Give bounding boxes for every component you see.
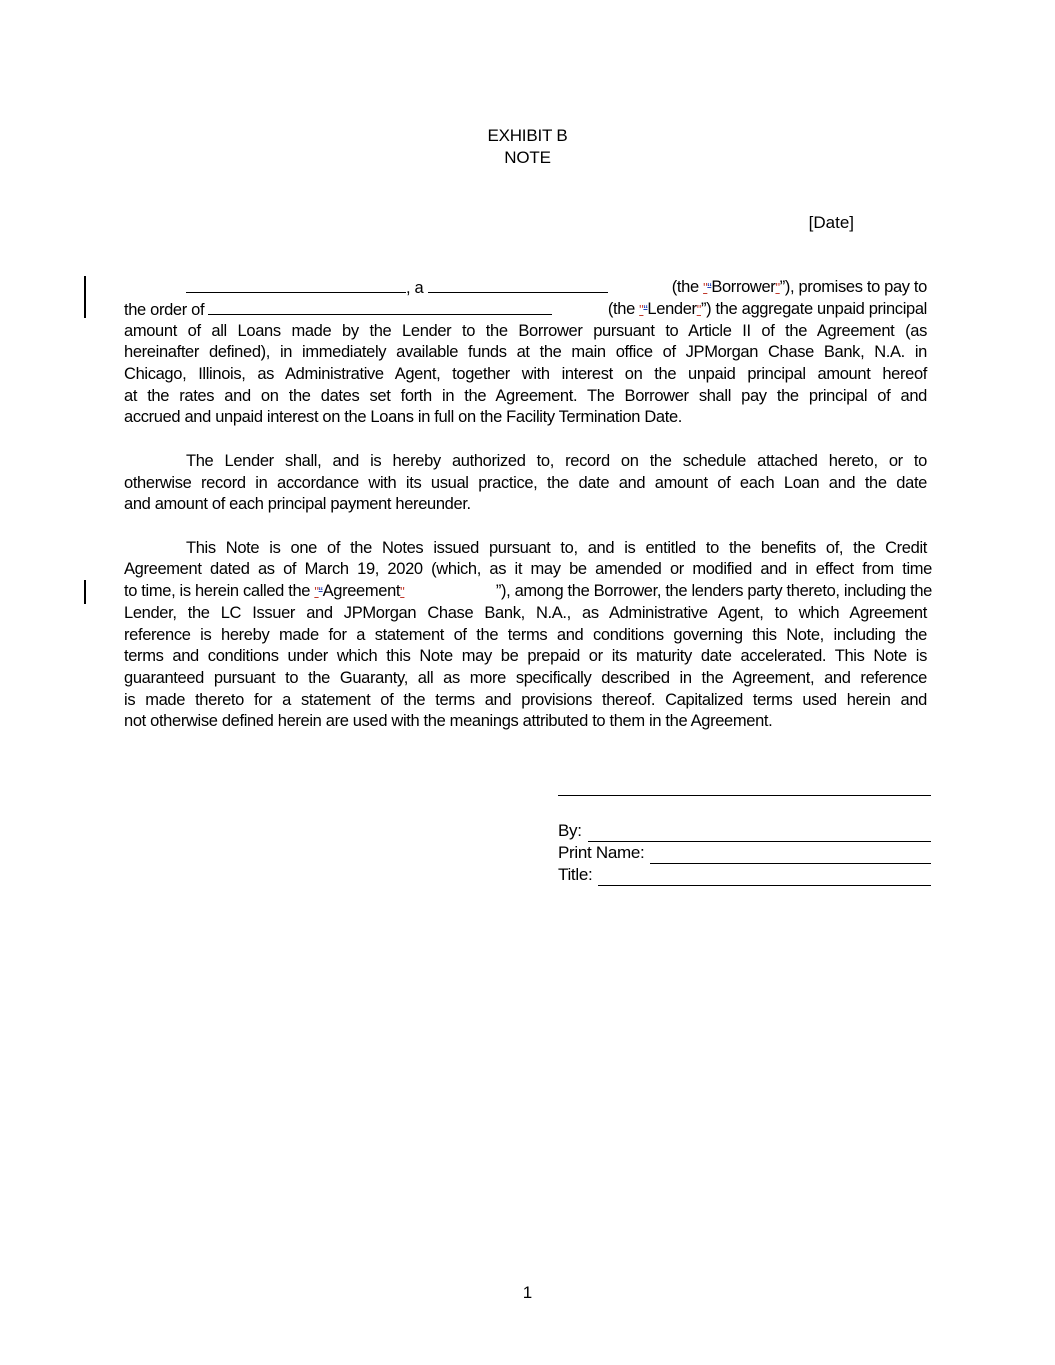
signature-title-row — [558, 864, 931, 886]
paragraph-1-line-7: accrued and unpaid interest on the Loans in full on the Facility Termination Date. — [124, 408, 683, 426]
lender-name-blank — [208, 299, 552, 315]
defined-term-borrower: Borrower — [711, 278, 776, 296]
date-placeholder: [Date] — [808, 213, 854, 232]
by-blank — [588, 824, 931, 842]
paragraph-3-line-1: This Note is one of the Notes issued pursuant to, and is entitled to the benefits of, the Credit — [186, 539, 927, 557]
paragraph-1-line-4: hereinafter defined), in immediately available funds at the main office of JPMorgan Chase Bank, N.A. in — [124, 343, 927, 361]
paragraph-1-line-6: at the rates and on the dates set forth in the Agreement. The Borrower shall pay the principal of and — [124, 387, 927, 405]
signature-print-name-row — [558, 842, 931, 864]
revision-change-bar — [84, 580, 86, 604]
paragraph-3-line-2: Agreement dated as of March 19, 2020 (which, as it may be amended or modified and in effect from time — [124, 560, 932, 578]
signature-by-row — [558, 820, 931, 842]
borrower-entity-blank — [428, 277, 608, 293]
paragraph-3-line-9: not otherwise defined herein are used with the meanings attributed to them in the Agreement. — [124, 712, 773, 730]
defined-term-lender: Lender — [647, 300, 697, 318]
paragraph-2-line-3: and amount of each principal payment hereunder. — [124, 495, 471, 513]
paragraph-2-line-2: otherwise record in accordance with its usual practice, the date and amount of each Loan and the date — [124, 474, 927, 492]
note-title: NOTE — [504, 148, 551, 167]
print-name-label: Print Name: — [558, 843, 645, 862]
paragraph-3-line-7: guaranteed pursuant to the Guaranty, all as more specifically described in the Agreement, and reference — [124, 669, 927, 687]
paragraph-2-line-1: The Lender shall, and is hereby authorized to, record on the schedule attached hereto, or to — [186, 452, 927, 470]
paragraph-1-line-5: Chicago, Illinois, as Administrative Agent, together with interest on the unpaid principal amount hereof — [124, 365, 927, 383]
revision-change-bar — [84, 276, 86, 318]
print-name-blank — [650, 846, 931, 864]
exhibit-title: EXHIBIT B — [487, 126, 568, 145]
page-number: 1 — [522, 1283, 533, 1302]
paragraph-3-line-6: terms and conditions under which this Note may be prepaid or its maturity date accelerated. This Note is — [124, 647, 927, 665]
borrower-name-blank — [186, 277, 406, 293]
paragraph-3-line-5: reference is hereby made for a statement of the terms and conditions governing this Note, including the — [124, 626, 927, 644]
paragraph-3-line-8: is made thereto for a statement of the terms and provisions thereof. Capitalized terms used herein and — [124, 691, 927, 709]
title-blank — [598, 868, 931, 886]
title-label: Title: — [558, 865, 593, 884]
signature-line — [558, 795, 931, 796]
paragraph-3-line-3: to time, is herein called the "“Agreement" ”), among the Borrower, the lenders party thereto, including the — [124, 582, 932, 600]
paragraph-3-line-4: Lender, the LC Issuer and JPMorgan Chase Bank, N.A., as Administrative Agent, to which Agreement — [124, 604, 927, 622]
paragraph-1-line-3: amount of all Loans made by the Lender to the Borrower pursuant to Article II of the Agreement (as — [124, 322, 927, 340]
defined-term-agreement: Agreement — [322, 582, 401, 600]
by-label: By: — [558, 821, 582, 840]
paragraph-1-line-1: , a (the "“Borrower"”), promises to pay to — [186, 277, 927, 300]
paragraph-1-line-2: the order of (the "“Lender"”) the aggregate unpaid principal — [124, 300, 927, 319]
